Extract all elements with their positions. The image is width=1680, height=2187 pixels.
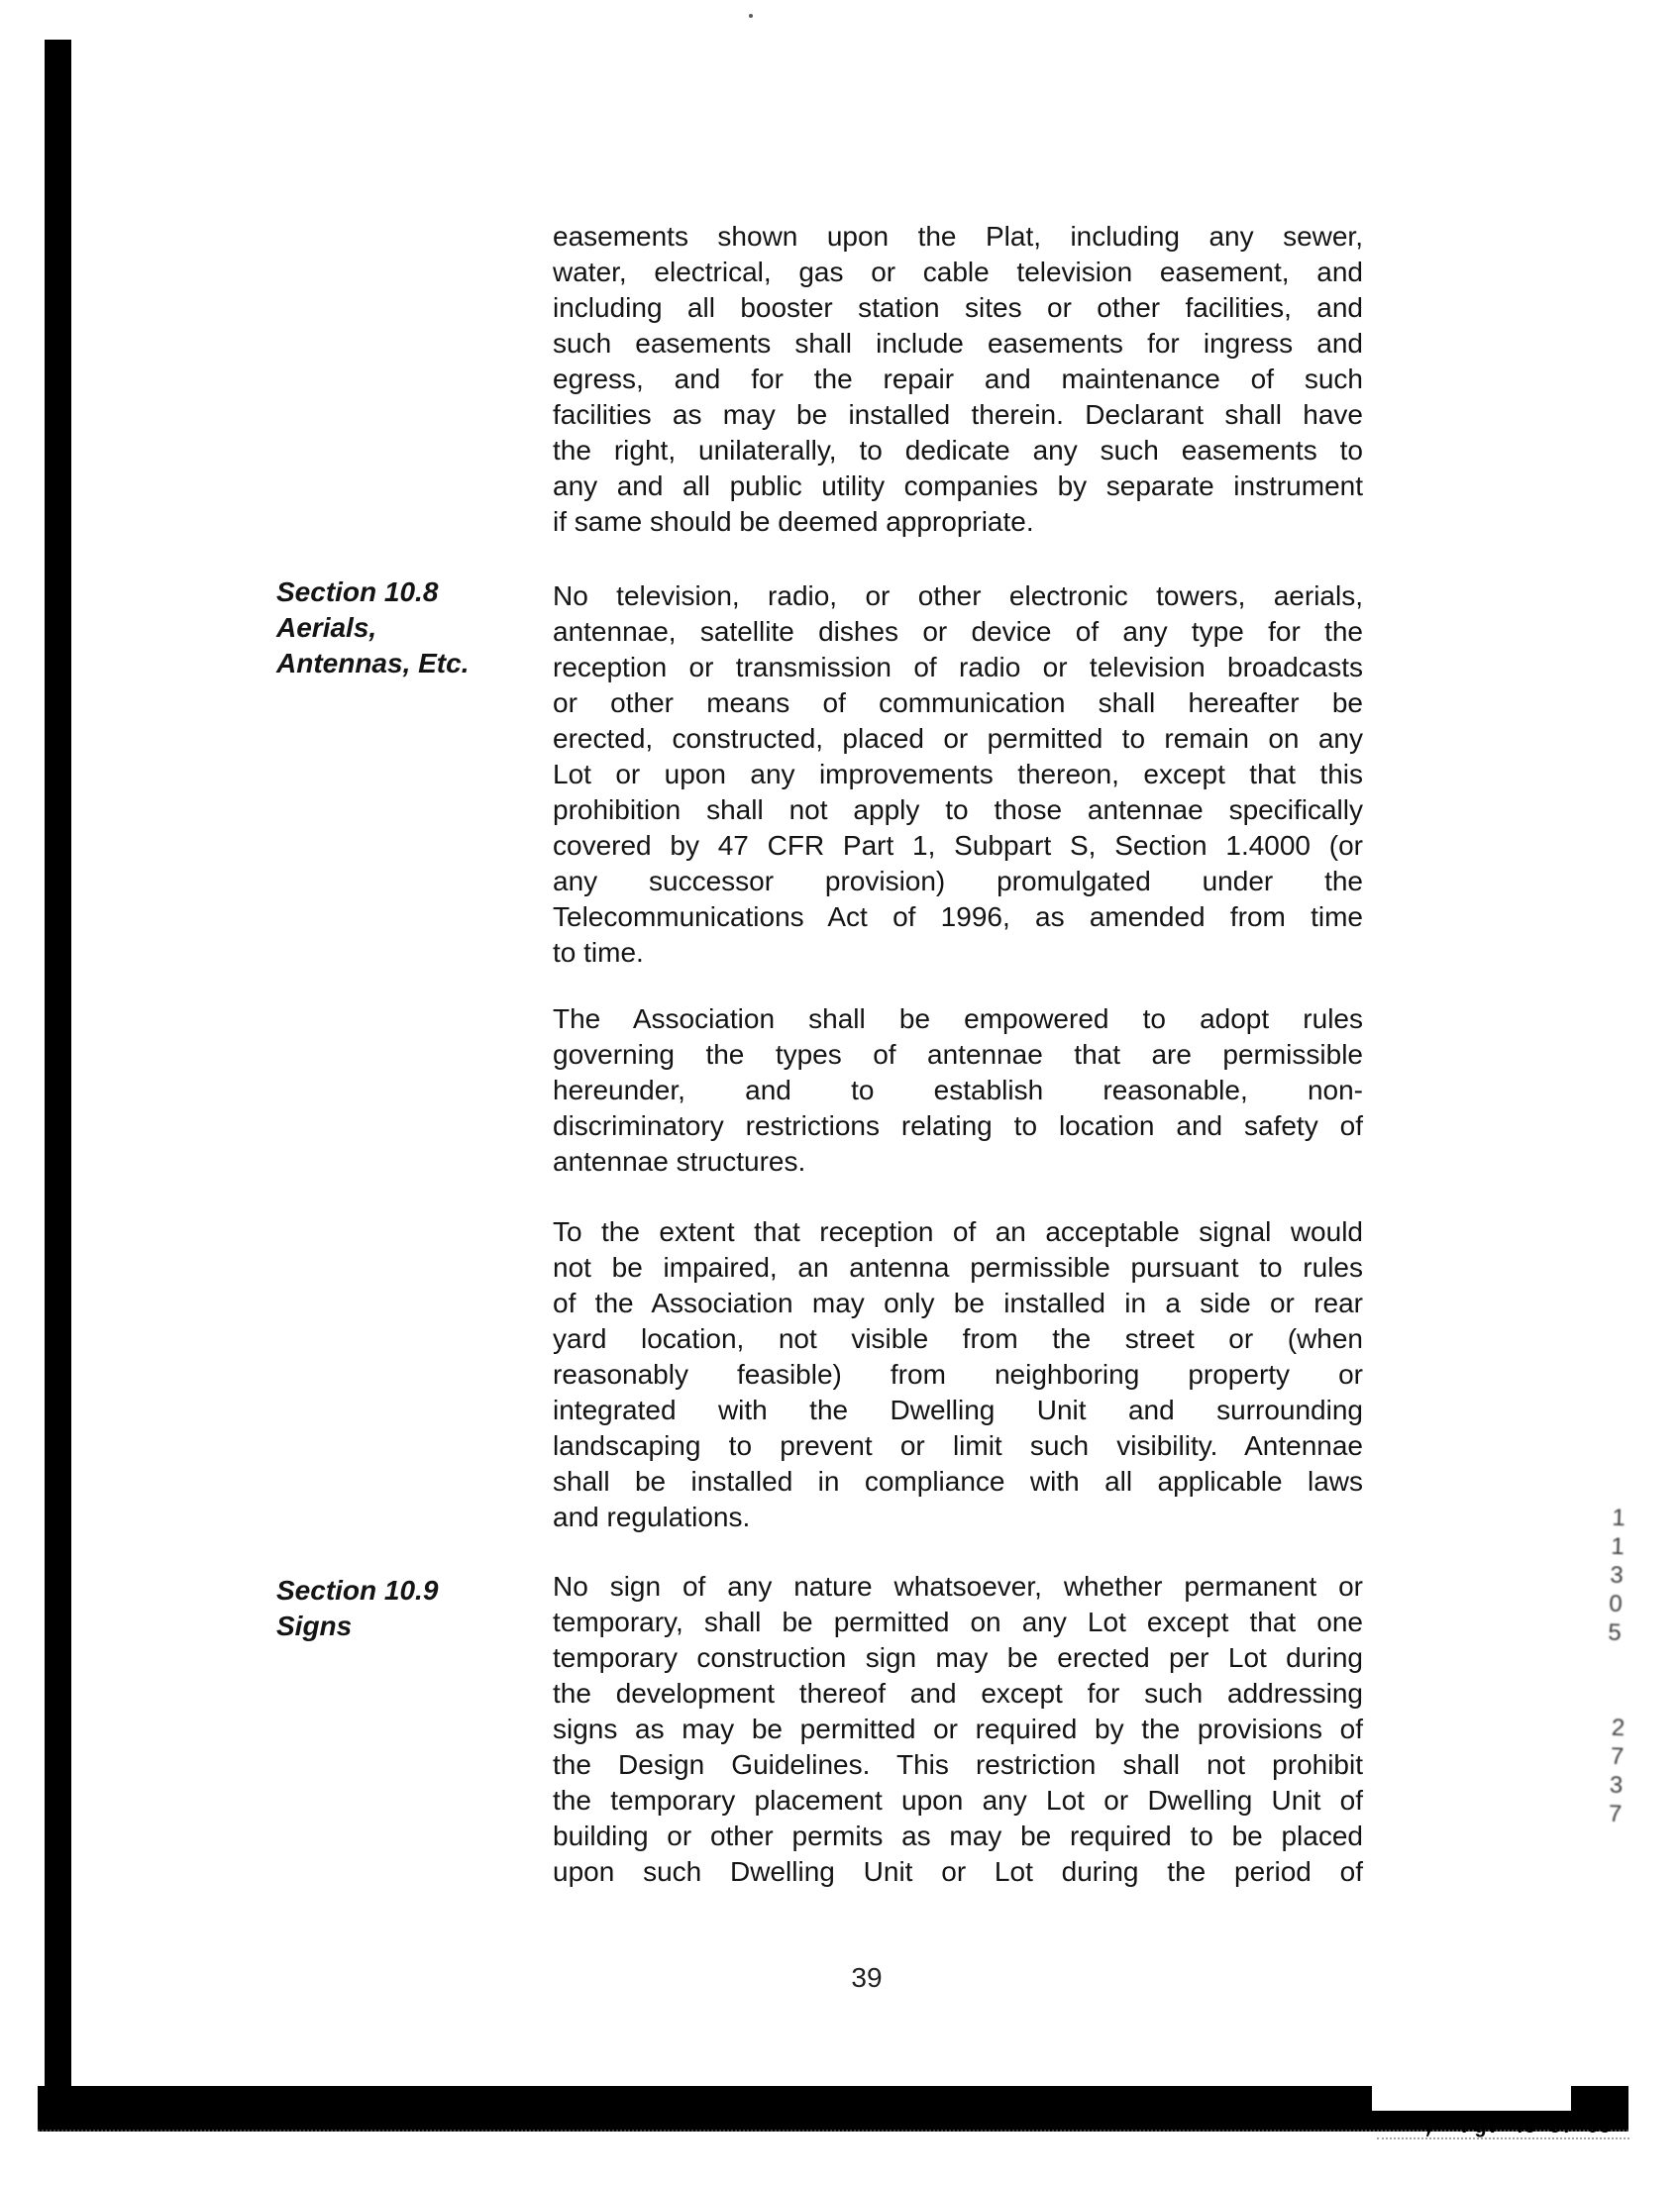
text-line: or other means of communication shall hereafter be bbox=[553, 687, 1363, 718]
text-line: shall be installed in compliance with all applicable laws bbox=[553, 1466, 1363, 1497]
text-line: any successor provision) promulgated under the bbox=[553, 866, 1363, 896]
section-10-8-paragraph-2 bbox=[553, 1001, 1363, 1180]
text-line: 5 bbox=[1607, 1618, 1623, 1647]
text-line: prohibition shall not apply to those antennae specifically bbox=[553, 794, 1363, 825]
text-line: Telecommunications Act of 1996, as amended from time bbox=[553, 901, 1363, 932]
text-line: antennae structures. bbox=[553, 1146, 806, 1177]
text-line: the Design Guidelines. This restriction shall not prohibit bbox=[553, 1749, 1363, 1780]
text-line: reasonably feasible) from neighboring property or bbox=[553, 1359, 1363, 1390]
text-line: antennae, satellite dishes or device of any type for the bbox=[553, 616, 1363, 647]
text-line: governing the types of antennae that are permissible bbox=[553, 1039, 1363, 1070]
section-10-9-heading bbox=[276, 1573, 544, 1644]
text-line: 3 bbox=[1609, 1561, 1625, 1590]
text-line: the development thereof and except for such addressing bbox=[553, 1678, 1363, 1709]
page-number: 39 bbox=[851, 1962, 883, 1993]
text-line: To the extent that reception of an acceptable signal would bbox=[553, 1216, 1363, 1247]
text-line: 2 bbox=[1611, 1714, 1626, 1742]
text-line: signs as may be permitted or required by the provisions of bbox=[553, 1714, 1363, 1744]
margin-stamp-upper bbox=[1597, 1503, 1635, 1647]
text-line: 7 bbox=[1610, 1742, 1625, 1771]
text-line: temporary, shall be permitted on any Lot except that one bbox=[553, 1607, 1363, 1637]
text-line: 1 bbox=[1610, 1532, 1626, 1561]
text-line: to time. bbox=[553, 937, 644, 968]
fax-page-counter-text: , Pg: 45 of 65 bbox=[1423, 2117, 1612, 2139]
text-line: 3 bbox=[1609, 1771, 1624, 1800]
text-line: Aerials, bbox=[276, 612, 377, 643]
text-line: Antennas, Etc. bbox=[276, 648, 470, 678]
text-line: 1 bbox=[1611, 1504, 1627, 1532]
text-line: easements shown upon the Plat, including any sewer, bbox=[553, 221, 1363, 252]
text-line: such easements shall include easements for ingress and bbox=[553, 328, 1363, 359]
text-line: not be impaired, an antenna permissible pursuant to rules bbox=[553, 1252, 1363, 1283]
text-line: and regulations. bbox=[553, 1502, 751, 1532]
section-10-8-paragraph-1 bbox=[553, 578, 1363, 971]
text-line: Section 10.8 bbox=[276, 576, 439, 607]
scan-artifact-dot bbox=[749, 14, 753, 18]
text-line: discriminatory restrictions relating to location and safety of bbox=[553, 1110, 1363, 1141]
text-line: Lot or upon any improvements thereon, except that this bbox=[553, 759, 1363, 789]
text-line: No sign of any nature whatsoever, whether permanent or bbox=[553, 1571, 1363, 1602]
text-line: upon such Dwelling Unit or Lot during the period of bbox=[553, 1856, 1363, 1887]
text-line: yard location, not visible from the street or (when bbox=[553, 1323, 1363, 1354]
text-line: 7 bbox=[1608, 1800, 1623, 1828]
text-line: including all booster station sites or other facilities, and bbox=[553, 292, 1363, 323]
text-line: of the Association may only be installed in a side or rear bbox=[553, 1288, 1363, 1318]
text-line: if same should be deemed appropriate. bbox=[553, 506, 1034, 537]
text-line: egress, and for the repair and maintenance of such bbox=[553, 364, 1363, 394]
paragraph-easements-continued bbox=[553, 219, 1363, 540]
text-line: facilities as may be installed therein. Declarant shall have bbox=[553, 399, 1363, 430]
section-10-9-paragraph-1 bbox=[553, 1569, 1363, 1890]
section-10-8-paragraph-3 bbox=[553, 1214, 1363, 1535]
text-line: The Association shall be empowered to adopt rules bbox=[553, 1003, 1363, 1034]
text-line: landscaping to prevent or limit such visibility. Antennae bbox=[553, 1430, 1363, 1461]
text-line: reception or transmission of radio or television broadcasts bbox=[553, 652, 1363, 682]
text-line: the right, unilaterally, to dedicate any such easements to bbox=[553, 435, 1363, 466]
text-line: covered by 47 CFR Part 1, Subpart S, Section 1.4000 (or bbox=[553, 830, 1363, 861]
text-line: hereunder, and to establish reasonable, non- bbox=[553, 1075, 1363, 1105]
text-line: water, electrical, gas or cable television easement, and bbox=[553, 257, 1363, 287]
text-line: Section 10.9 bbox=[276, 1575, 439, 1606]
text-line: the temporary placement upon any Lot or Dwelling Unit of bbox=[553, 1785, 1363, 1816]
fax-page-counter bbox=[1372, 2075, 1612, 2139]
text-line: 0 bbox=[1608, 1590, 1624, 1618]
text-line: No television, radio, or other electronic towers, aerials, bbox=[553, 580, 1363, 611]
text-line: erected, constructed, placed or permitted to remain on any bbox=[553, 723, 1363, 754]
text-line: integrated with the Dwelling Unit and surrounding bbox=[553, 1395, 1363, 1425]
scan-artifact-left-bar bbox=[45, 40, 71, 2088]
text-line: Signs bbox=[276, 1611, 353, 1641]
section-10-8-heading bbox=[276, 574, 544, 681]
text-line: building or other permits as may be required to be placed bbox=[553, 1821, 1363, 1851]
text-line: any and all public utility companies by separate instrument bbox=[553, 470, 1363, 501]
text-line: temporary construction sign may be erected per Lot during bbox=[553, 1642, 1363, 1673]
margin-stamp-lower bbox=[1598, 1713, 1635, 1828]
